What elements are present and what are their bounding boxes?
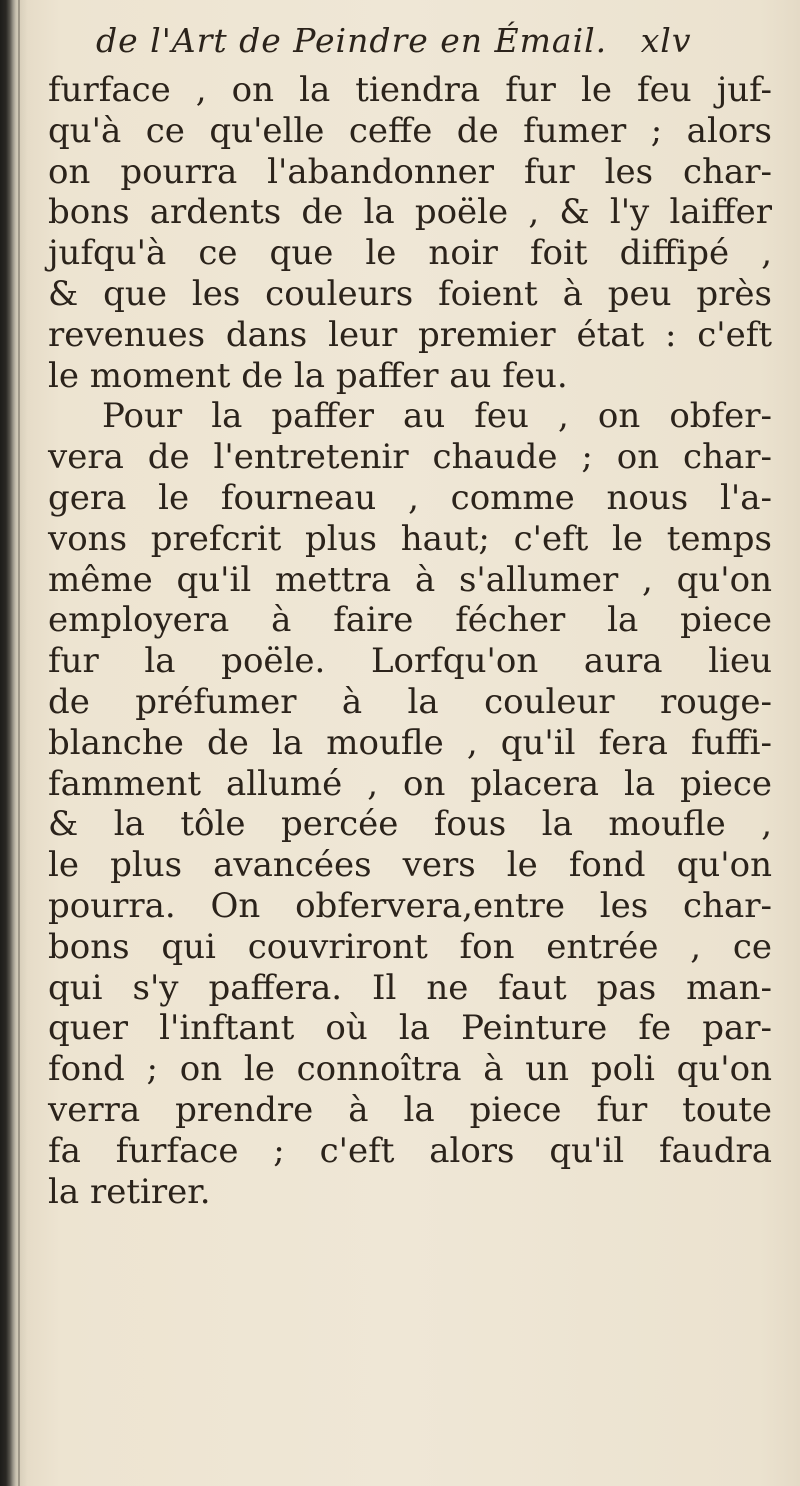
text-line: le moment de la paffer au feu. [48, 355, 568, 396]
text-line: le plus avancées vers le fond qu'on [48, 845, 772, 886]
text-line: vera de l'entretenir chaude ; on char- [48, 437, 772, 478]
text-line: famment allumé , on placera la piece [48, 763, 772, 804]
text-line: furface , on la tiendra fur le feu juf- [48, 70, 772, 110]
text-line: vons prefcrit plus haut; c'eft le temps [48, 518, 772, 559]
text-line: pourra. On obfervera,entre les char- [48, 885, 772, 926]
text-line: bons ardents de la poële , & l'y laiffer [48, 192, 772, 233]
text-line: qui s'y paffera. Il ne faut pas man- [48, 967, 772, 1008]
text-line: blanche de la moufle , qu'il fera fuffi- [48, 722, 772, 763]
page-gutter [18, 0, 20, 1486]
running-header [96, 21, 696, 60]
text-line: gera le fourneau , comme nous l'a- [48, 477, 772, 518]
text-line: verra prendre à la piece fur toute [48, 1089, 772, 1130]
running-title: de l'Art de Peindre en Émail. [96, 21, 608, 60]
text-line: fur la poële. Lorfqu'on aura lieu [48, 641, 772, 682]
text-line: de préfumer à la couleur rouge- [48, 681, 772, 722]
text-line: la retirer. [48, 1171, 211, 1212]
text-line: jufqu'à ce que le noir foit diffipé , [48, 233, 772, 274]
text-line: revenues dans leur premier état : c'eft [48, 314, 772, 355]
text-line: & la tôle percée fous la moufle , [48, 804, 772, 845]
text-line: bons qui couvriront fon entrée , ce [48, 926, 772, 967]
text-line: on pourra l'abandonner fur les char- [48, 151, 772, 192]
body-text [48, 70, 772, 1212]
text-line: fa furface ; c'eft alors qu'il faudra [48, 1130, 772, 1171]
text-line: quer l'inftant où la Peinture fe par- [48, 1008, 772, 1049]
text-line: & que les couleurs foient à peu près [48, 273, 772, 314]
text-line: fond ; on le connoîtra à un poli qu'on [48, 1049, 772, 1090]
text-line: qu'à ce qu'elle ceffe de fumer ; alors [48, 110, 772, 151]
page-number: xlv [640, 21, 692, 60]
text-line: même qu'il mettra à s'allumer , qu'on [48, 559, 772, 600]
paragraph-start-line: Pour la paffer au feu , on obfer- [102, 396, 772, 437]
text-line: employera à faire fécher la piece [48, 600, 772, 641]
